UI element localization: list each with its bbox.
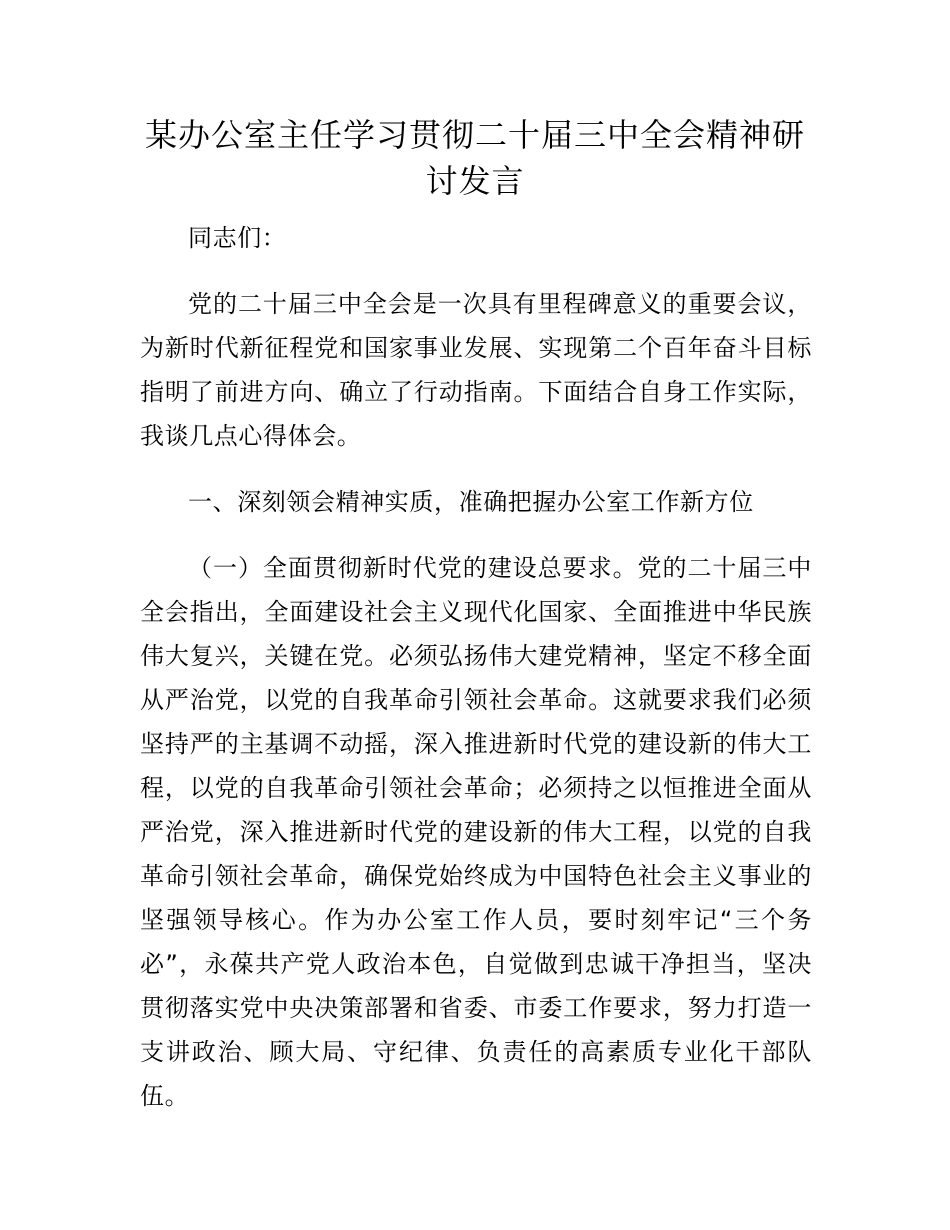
section-heading: 一、深刻领会精神实质，准确把握办公室工作新方位: [188, 488, 754, 516]
paragraph-subsection-1: （一）全面贯彻新时代党的建设总要求。党的二十届三中全会指出，全面建设社会主义现代化国家、全面推进中华民族伟大复兴，关键在党。必须弘扬伟大建党精神，坚定不移全面从严治党，以党的自我革命引领社会革命。这就要求我们必须坚持严的主基调不动摇，深入推进新时代党的建设新的伟大工程，以党的自我革命引领社会革命；必须持之以恒推进全面从严治党，深入推进新时代党的建设新的伟大工程，以党的自我革命引领社会革命，确保党始终成为中国特色社会主义事业的坚强领导核心。作为办公室工作人员，要时刻牢记“三个务必”，永葆共产党人政治本色，自觉做到忠诚干净担当，坚决贯彻落实党中央决策部署和省委、市委工作要求，努力打造一支讲政治、顾大局、守纪律、负责任的高素质专业化干部队伍。: [140, 554, 812, 1110]
paragraph-intro: 党的二十届三中全会是一次具有里程碑意义的重要会议，为新时代新征程党和国家事业发展、实现第二个百年奋斗目标指明了前进方向、确立了行动指南。下面结合自身工作实际，我谈几点心得体会。: [140, 290, 812, 450]
salutation: 同志们：: [188, 224, 287, 252]
document-title: 某办公室主任学习贯彻二十届三中全会精神研讨发言: [144, 116, 805, 200]
document-body: [140, 216, 812, 1140]
